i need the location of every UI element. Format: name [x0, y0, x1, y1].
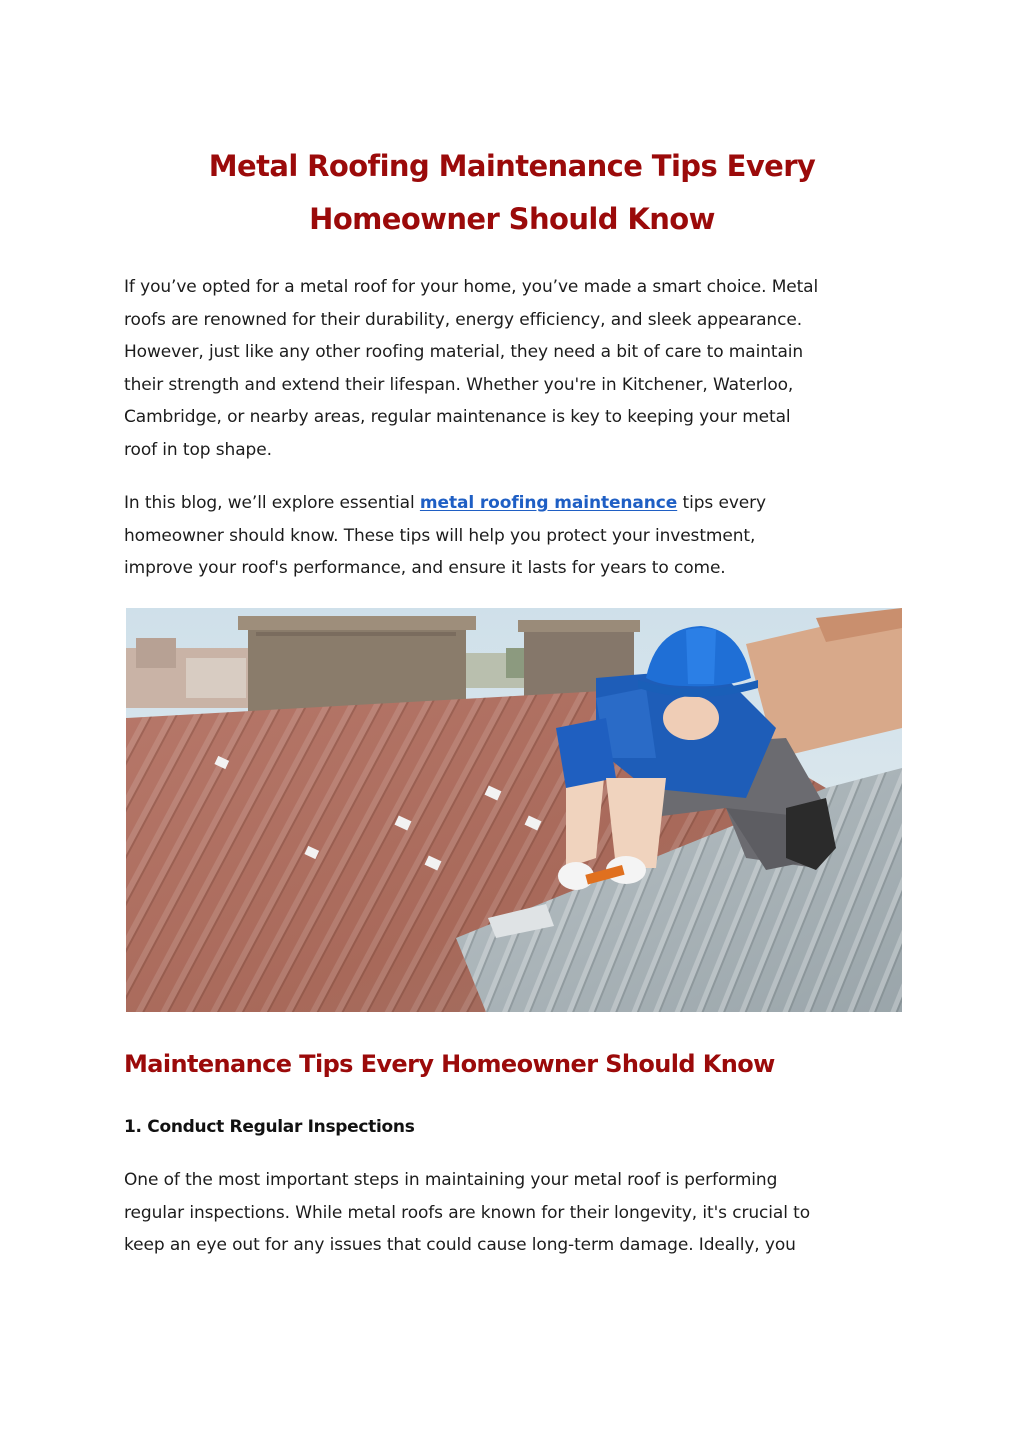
blog-text-after-link: tips every	[677, 493, 766, 513]
intro-line: roofs are renowned for their durability, energy efficiency, and sleek appearance.	[124, 309, 803, 330]
intro-line: their strength and extend their lifespan. Whether you're in Kitchener, Waterloo,	[124, 374, 794, 395]
inspection-line: keep an eye out for any issues that could cause long-term damage. Ideally, you	[124, 1235, 796, 1256]
title-line-1: Metal Roofing Maintenance Tips Every	[208, 149, 816, 183]
intro-paragraph	[124, 271, 904, 467]
title-line-2: Homeowner Should Know	[309, 202, 715, 236]
inspection-line: regular inspections. While metal roofs are known for their longevity, it's crucial to	[124, 1202, 811, 1223]
intro-line: Cambridge, or nearby areas, regular maintenance is key to keeping your metal	[124, 407, 791, 428]
metal-roofing-maintenance-link[interactable]: metal roofing maintenance	[419, 493, 678, 513]
sub-heading: 1. Conduct Regular Inspections	[124, 1117, 415, 1137]
blog-paragraph	[124, 487, 904, 585]
intro-line: However, just like any other roofing material, they need a bit of care to maintain	[124, 342, 804, 363]
inspection-paragraph	[124, 1164, 904, 1262]
intro-line: roof in top shape.	[124, 439, 272, 460]
blog-line-3: improve your roof's performance, and ensure it lasts for years to come.	[124, 558, 726, 579]
inspection-line: One of the most important steps in maintaining your metal roof is performing	[124, 1170, 778, 1190]
blog-text-before-link: In this blog, we’ll explore essential	[124, 493, 420, 513]
page-title	[124, 140, 900, 246]
blog-line-2: homeowner should know. These tips will help you protect your investment,	[124, 525, 756, 546]
section-heading: Maintenance Tips Every Homeowner Should Know	[124, 1050, 775, 1078]
blog-line-1	[124, 487, 904, 520]
intro-line: If you’ve opted for a metal roof for your home, you’ve made a smart choice. Metal	[124, 277, 819, 297]
roof-worker-photo	[126, 608, 902, 1012]
